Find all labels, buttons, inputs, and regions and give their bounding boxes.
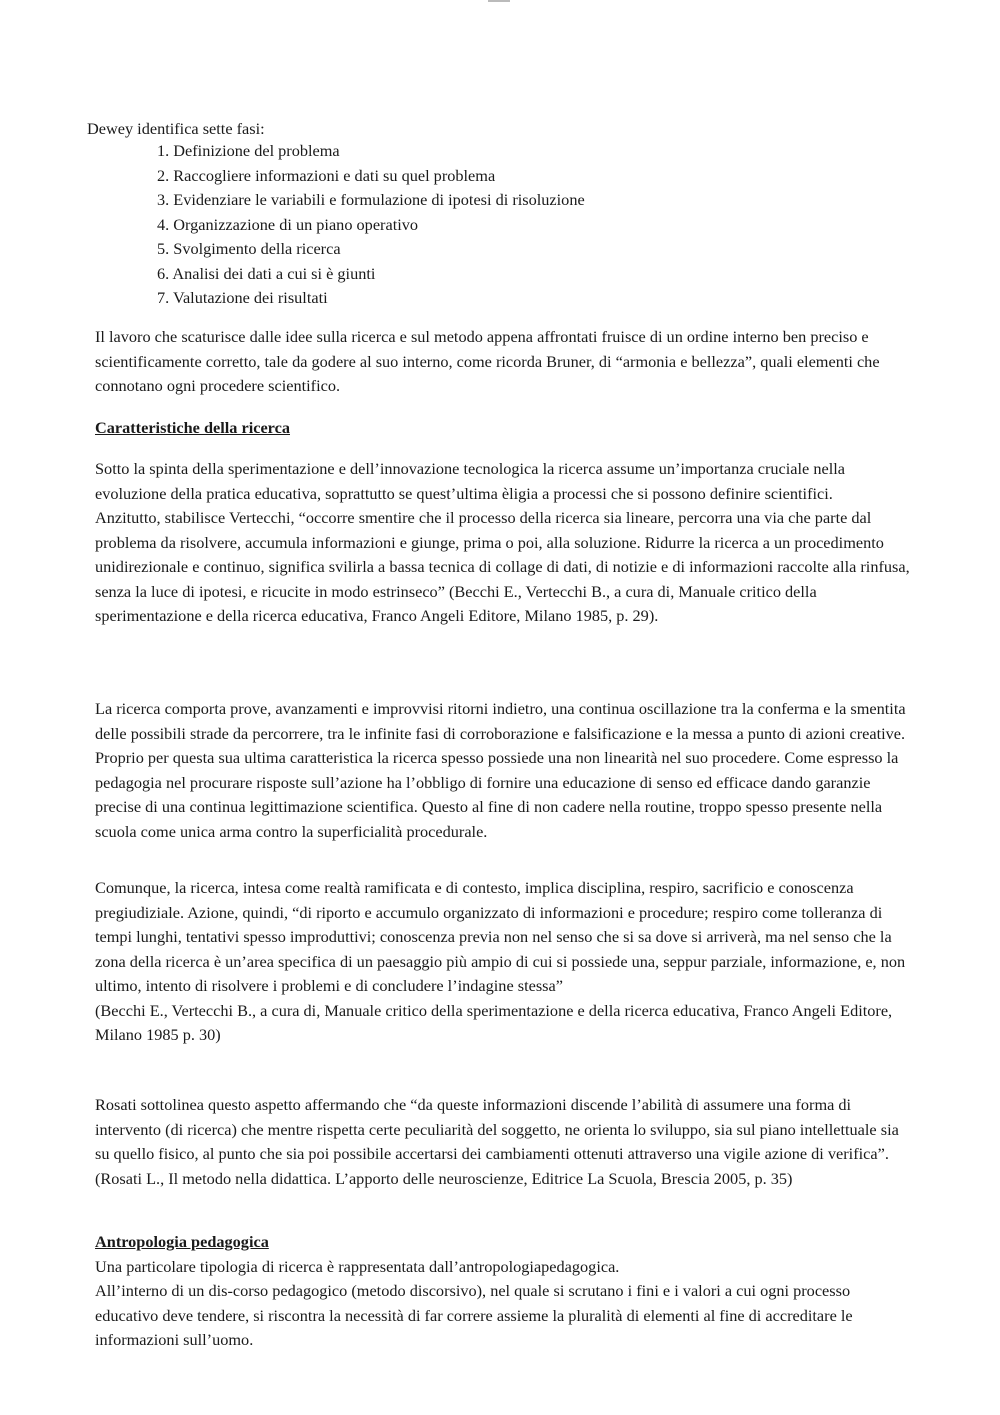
paragraph-oscillation [95, 697, 910, 844]
list-item: 2. Raccogliere informazioni e dati su quel problema [157, 165, 496, 185]
paragraph-text: Il lavoro che scaturisce dalle idee sulla ricerca e sul metodo appena affrontati fruisce di un ordine interno ben preciso e scientificamente corretto, tale da godere al suo interno, come ricorda Bruner, di “armonia e bellezza”, quali elementi che connotano ogni procedere scientifico. [95, 327, 880, 395]
section-anthropology [95, 1230, 910, 1353]
paragraph-text: Comunque, la ricerca, intesa come realtà ramificata e di contesto, implica disciplina, respiro, sacrificio e conoscenza pregiudiziale. Azione, quindi, “di riporto e accumulo organizzato di informazioni e procedure; respiro come tolleranza di tempi lunghi, tentativi spesso improduttivi; conoscenza previa non nel senso che si sa dove si arriverà, ma nel senso che la zona della ricerca è un’area specifica di un paesaggio più ampio di cui si possiede una, seppur parziale, informazione, e, non ultimo, intento di risolvere i problemi e di concludere l’indagine stessa” [95, 878, 906, 995]
paragraph-text: All’interno di un dis-corso pedagogico (metodo discorsivo), nel quale si scrutano i fini e i valori a cui ogni processo educativo deve tendere, si riscontra la necessità di far correre assieme la pluralità di elementi al fine di accreditare le informazioni sull’uomo. [95, 1281, 853, 1349]
paragraph-text: Rosati sottolinea questo aspetto affermando che “da queste informazioni discende l’abilità di assumere una forma di intervento (di ricerca) che mentre rispetta certe peculiarità del soggetto, ne orienta lo sviluppo, sia sul piano intellettuale sia su quello fisico, al punto che sia poi possibile accertarsi dei cambiamenti ottenuti attraverso una vigile azione di verifica”. [95, 1095, 899, 1163]
list-item: 7. Valutazione dei risultati [157, 288, 328, 307]
paragraph-text: Sotto la spinta della sperimentazione e dell’innovazione tecnologica la ricerca assume un’importanza cruciale nella evoluzione della pratica educativa, soprattutto se quest’ultima èligia a processi che si possono definire scientifici. [95, 459, 845, 503]
citation-text: (Becchi E., Vertecchi B., a cura di, Manuale critico della sperimentazione e della ricerca educativa, Franco Angeli Editore, Milano 1985 p. 30) [95, 1000, 893, 1044]
heading-text: Caratteristiche della ricerca [95, 418, 290, 437]
paragraph-text: Anzitutto, stabilisce Vertecchi, “occorre smentire che il processo della ricerca sia lineare, percorra una via che parte dal problema da risolvere, accumula informazioni e giunge, prima o poi, alla soluzione. Ridurre la ricerca a un procedimento unidirezionale e continuo, significa svilirla a bassa tecnica di collage di dati, di notizie e di informazioni raccolte alla rinfusa, senza la luce di ipotesi, e ricucite in modo estrinseco” (Becchi E., Vertecchi B., a cura di, Manuale critico della sperimentazione e della ricerca educativa, Franco Angeli Editore, Milano 1985, p. 29). [95, 508, 910, 625]
heading-text: Antropologia pedagogica [95, 1232, 269, 1251]
list-item: 3. Evidenziare le variabili e formulazione di ipotesi di risoluzione [157, 190, 585, 209]
paragraph-rosati [95, 1093, 910, 1191]
page-header-mark [488, 0, 510, 2]
list-item: 1. Definizione del problema [157, 141, 340, 160]
citation-text: (Rosati L., Il metodo nella didattica. L’apporto delle neuroscienze, Editrice La Scuola, Brescia 2005, p. 35) [95, 1168, 793, 1188]
list-item: 4. Organizzazione di un piano operativo [157, 214, 419, 234]
phases-list [157, 139, 585, 311]
paragraph-text: Una particolare tipologia di ricerca è rappresentata dall’antropologiapedagogica. [95, 1256, 620, 1276]
paragraph-discipline [95, 876, 910, 1048]
list-item: 5. Svolgimento della ricerca [157, 239, 341, 258]
paragraph-innovation [95, 457, 910, 629]
paragraph-text: La ricerca comporta prove, avanzamenti e improvvisi ritorni indietro, una continua oscillazione tra la conferma e la smentita delle possibili strade da percorrere, tra le infinite fasi di corroborazione e falsificazione e la messa a punto di azioni creative. Proprio per questa sua ultima caratteristica la ricerca spesso possiede una non linearità nel suo procedere. Come espresso la pedagogia nel procurare risposte sull’azione ha l’obbligo di fornire una educazione di senso ed efficace dando garanzie precise di una continua legittimazione scientifica. Questo al fine di non cadere nella routine, troppo spesso presente nella scuola come unica arma contro la superficialità procedurale. [95, 699, 906, 841]
paragraph-order [95, 325, 910, 399]
section-heading-research [95, 416, 910, 441]
intro-line: Dewey identifica sette fasi: [87, 119, 265, 138]
list-item: 6. Analisi dei dati a cui si è giunti [157, 263, 376, 283]
